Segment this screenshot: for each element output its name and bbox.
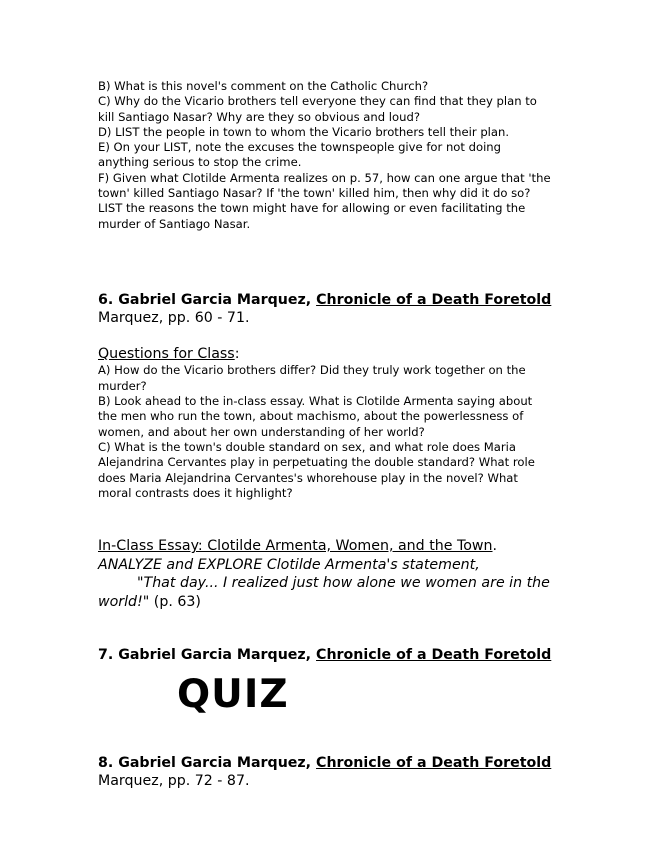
essay-title: In-Class Essay: Clotilde Armenta, Women, and the Town <box>98 538 493 555</box>
question-list-section6 <box>98 363 618 501</box>
section6-number: 6 <box>98 291 108 308</box>
essay-quote-end: world! <box>98 593 143 610</box>
essay-heading: In-Class Essay: Clotilde Armenta, Women, and the Town. <box>98 538 498 555</box>
question-line: A) How do the Vicario brothers differ? Did they truly work together on the <box>98 363 526 378</box>
essay-instruction: ANALYZE and EXPLORE Clotilde Armenta's statement, <box>98 556 480 573</box>
section8-heading <box>98 754 618 773</box>
section7-book-title: Chronicle of a Death Foretold <box>316 647 552 664</box>
question-line: does Maria Alejandrina Cervantes's whorehouse play in the novel? What <box>98 470 518 485</box>
essay-quote-line2 <box>98 593 618 612</box>
quiz-label: QUIZ <box>177 671 289 717</box>
section6-book-title: Chronicle of a Death Foretold <box>316 291 552 308</box>
section6-pages: Marquez, pp. 60 - 71. <box>98 310 250 327</box>
question-line: E) On your LIST, note the excuses the townspeople give for not doing <box>98 140 502 155</box>
question-line: anything serious to stop the crime. <box>98 155 302 170</box>
question-line: women, and about her own understanding of her world? <box>98 424 425 439</box>
question-line: LIST the reasons the town might have for allowing or even facilitating the <box>98 201 526 216</box>
question-list-section5 <box>98 79 618 232</box>
section8-label: 8. Gabriel Garcia Marquez, <box>98 754 312 771</box>
section8-pages: Marquez, pp. 72 - 87. <box>98 773 250 790</box>
question-line: D) LIST the people in town to whom the Vicario brothers tell their plan. <box>98 124 510 139</box>
section6-heading: 6. Gabriel Garcia Marquez, Chronicle of a Death Foretold <box>98 291 552 308</box>
section7-heading <box>98 646 618 665</box>
question-line: Alejandrina Cervantes play in perpetuating the double standard? What role <box>98 455 535 470</box>
question-line: B) What is this novel's comment on the Catholic Church? <box>98 79 429 93</box>
question-line: F) Given what Clotilde Armenta realizes on p. 57, how can one argue that 'the <box>98 170 551 185</box>
section6-author: Gabriel Garcia Marquez, <box>118 291 312 308</box>
question-line: C) Why do the Vicario brothers tell everyone they can find that they plan to <box>98 94 537 109</box>
essay-citation: " (p. 63) <box>142 593 201 610</box>
question-line: murder? <box>98 378 147 393</box>
question-line: murder of Santiago Nasar. <box>98 216 251 231</box>
questions-for-class-label: Questions for Class <box>98 345 235 362</box>
question-line: B) Look ahead to the in-class essay. What is Clotilde Armenta saying about <box>98 394 533 409</box>
section7-label: 7. Gabriel Garcia Marquez, <box>98 647 312 664</box>
questions-for-class-heading: Questions for Class: <box>98 345 240 362</box>
question-line: town' killed Santiago Nasar? If 'the town' killed him, then why did it do so? <box>98 186 531 201</box>
essay-quote-line1: "That day... I realized just how alone we women are in the <box>137 575 550 592</box>
question-line: C) What is the town's double standard on sex, and what role does Maria <box>98 439 516 454</box>
question-line: the men who run the town, about machismo, about the powerlessness of <box>98 409 524 424</box>
question-line: moral contrasts does it highlight? <box>98 485 293 500</box>
document-page <box>98 79 618 791</box>
section8-book-title: Chronicle of a Death Foretold <box>316 754 552 771</box>
question-line: kill Santiago Nasar? Why are they so obvious and loud? <box>98 109 420 124</box>
